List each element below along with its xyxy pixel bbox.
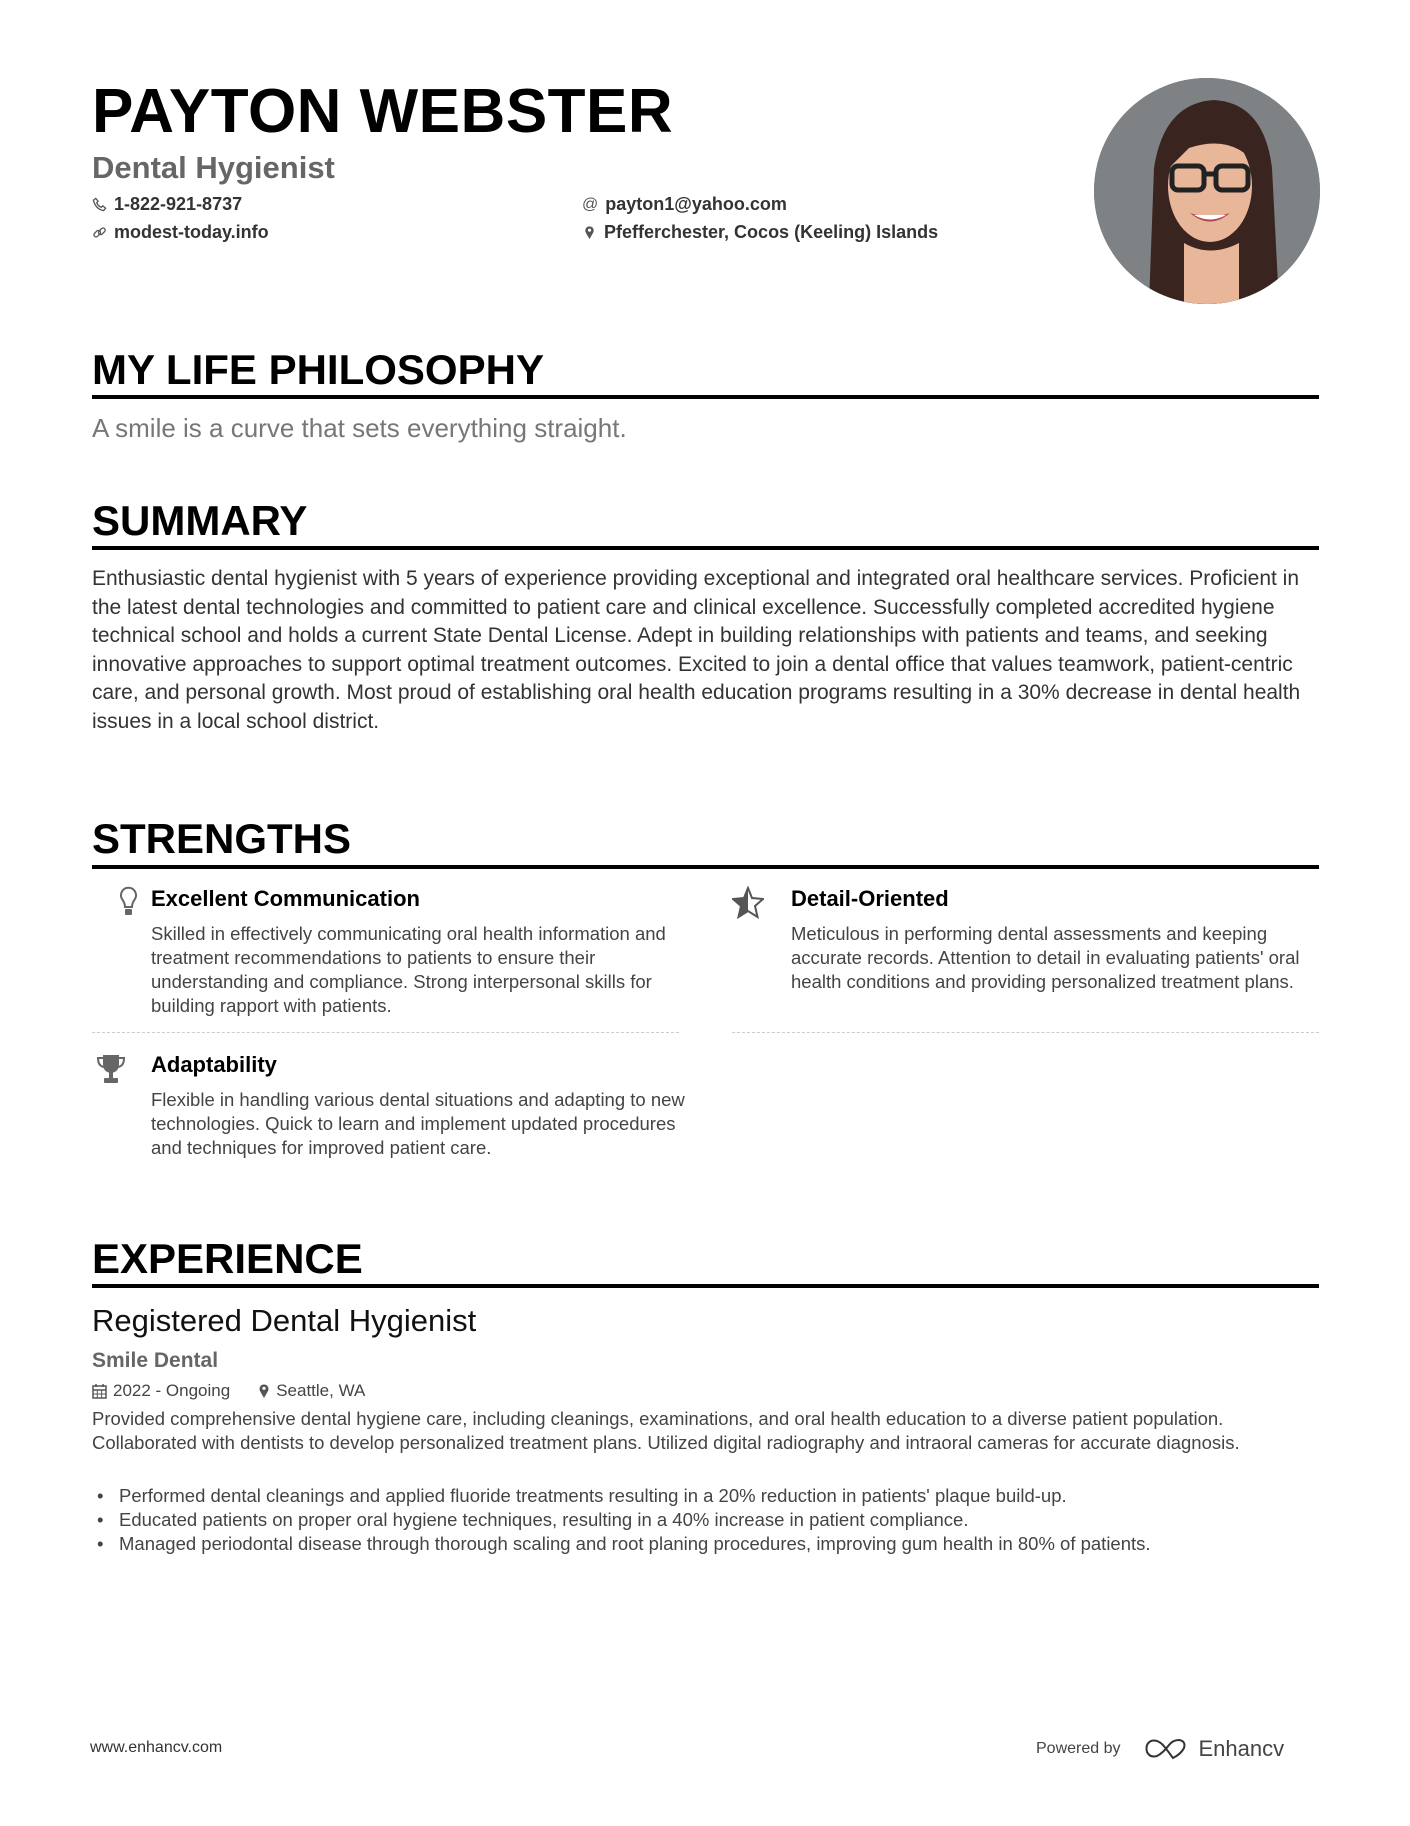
location-pin-icon	[258, 1383, 270, 1399]
strength-desc: Meticulous in performing dental assessments and keeping accurate records. Attention to detail in evaluating patients' oral health conditions and providing personalized treatment plans.	[791, 923, 1300, 992]
job-dates: 2022 - Ongoing	[113, 1381, 231, 1400]
job-title: Registered Dental Hygienist	[92, 1303, 477, 1338]
achievement-item: • Educated patients on proper oral hygiene techniques, resulting in a 40% increase in patient compliance.	[92, 1508, 1319, 1532]
section-divider	[92, 1284, 1319, 1288]
job-location: Seattle, WA	[276, 1381, 366, 1400]
strength-separator	[92, 1032, 679, 1033]
star-icon	[732, 886, 764, 920]
company-name: Smile Dental	[92, 1349, 219, 1372]
job-description: Provided comprehensive dental hygiene care, including cleanings, examinations, and oral health education to a diverse patient population. Collaborated with dentists to develop personalized treatment plans. Utilized digital radiography and intraoral cameras for accurate diagnosis.	[92, 1408, 1240, 1453]
calendar-icon	[92, 1383, 107, 1399]
enhancv-logo[interactable]	[1143, 1736, 1285, 1762]
strength-title: Detail-Oriented	[791, 886, 949, 911]
trophy-icon	[95, 1052, 127, 1086]
strength-title: Excellent Communication	[151, 886, 420, 911]
contact-website[interactable]	[92, 222, 269, 243]
section-heading-strengths: STRENGTHS	[92, 815, 352, 862]
contact-email[interactable]	[582, 194, 787, 215]
footer-website-link[interactable]: www.enhancv.com	[90, 1739, 223, 1756]
contact-phone	[92, 194, 242, 215]
section-divider	[92, 865, 1319, 869]
lightbulb-icon	[113, 886, 145, 920]
location-pin-icon	[582, 225, 597, 240]
phone-text: 1-822-921-8737	[114, 194, 243, 214]
strength-desc: Skilled in effectively communicating oral health information and treatment recommendations to patients to ensure their understanding and compliance. Strong interpersonal skills for building rapport with patients.	[151, 923, 666, 1016]
at-icon: @	[582, 195, 599, 213]
strength-title: Adaptability	[151, 1052, 277, 1077]
profile-photo	[1094, 78, 1320, 304]
link-icon	[92, 225, 107, 240]
powered-by-label: Powered by	[1036, 1740, 1121, 1757]
website-text[interactable]: modest-today.info	[114, 222, 269, 242]
candidate-title: Dental Hygienist	[92, 150, 335, 185]
section-heading-experience: EXPERIENCE	[92, 1235, 363, 1282]
contact-location	[582, 222, 938, 243]
job-meta	[92, 1381, 365, 1401]
achievement-item: • Performed dental cleanings and applied fluoride treatments resulting in a 20% reduction in patients' plaque build-up.	[92, 1484, 1319, 1508]
strength-separator	[732, 1032, 1319, 1033]
enhancv-logo-icon	[1143, 1737, 1189, 1761]
achievement-item: • Managed periodontal disease through thorough scaling and root planing procedures, improving gum health in 80% of patients.	[92, 1532, 1319, 1556]
candidate-name: PAYTON WEBSTER	[92, 77, 674, 146]
brand-name: Enhancv	[1198, 1736, 1285, 1761]
strength-desc: Flexible in handling various dental situations and adapting to new technologies. Quick to learn and implement updated procedures and techniques for improved patient care.	[151, 1089, 685, 1158]
philosophy-text: A smile is a curve that sets everything straight.	[92, 413, 627, 443]
phone-icon	[92, 197, 107, 212]
job-achievements	[92, 1484, 1319, 1556]
location-text: Pfefferchester, Cocos (Keeling) Islands	[604, 222, 939, 242]
section-heading-summary: SUMMARY	[92, 497, 308, 544]
section-divider	[92, 395, 1319, 399]
summary-text: Enthusiastic dental hygienist with 5 years of experience providing exceptional and integrated oral healthcare services. Proficient in the latest dental technologies and committed to patient care and clinical excellence. Successfully completed accredited hygiene technical school and holds a current State Dental License. Adept in building relationships with patients and teams, and seeking innovative approaches to support optimal treatment outcomes. Excited to join a dental office that values teamwork, patient-centric care, and personal growth. Most proud of establishing oral health education programs resulting in a 30% decrease in dental health issues in a local school district.	[92, 567, 1301, 733]
footer-branding[interactable]	[1036, 1736, 1284, 1762]
section-divider	[92, 546, 1319, 550]
section-heading-philosophy: MY LIFE PHILOSOPHY	[92, 346, 544, 393]
email-text[interactable]: payton1@yahoo.com	[605, 194, 787, 214]
